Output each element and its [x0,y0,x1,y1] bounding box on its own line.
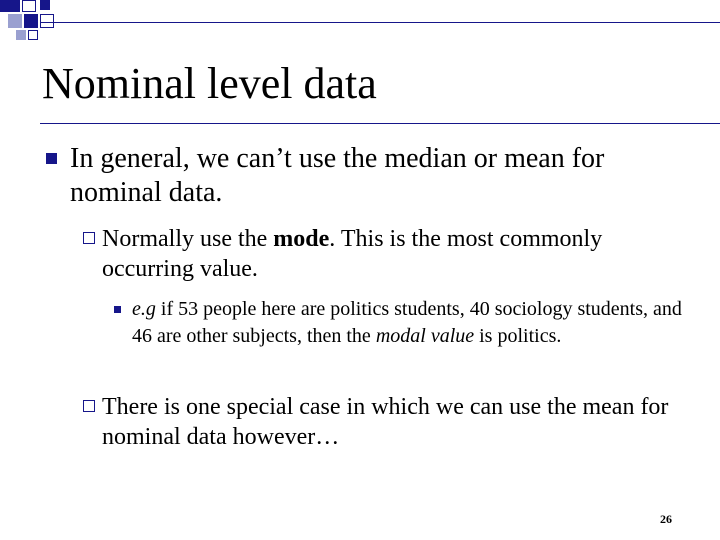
bullet-level1 [70,142,670,210]
top-rule [40,22,720,23]
deco-square [22,0,36,12]
deco-square [24,14,38,28]
bullet-text: . This is the most commonly occurring value. [102,226,603,282]
bold-term: mode [273,226,330,252]
deco-square [40,0,50,10]
bullet-text: if 53 people here are politics students, 40 sociology students, and 46 are other subjects, then the [132,298,682,347]
bullet-level3-example [132,296,692,350]
deco-square [8,14,22,28]
bullet-text: Normally use the [102,226,274,252]
deco-square [40,14,54,28]
bullet-text: In general, we can’t use the median or mean for nominal data. [70,143,605,208]
title-underline [40,123,720,124]
deco-square [0,0,20,12]
example-lead: e.g [132,298,156,320]
page-number: 26 [660,512,672,526]
bullet-level2-special-case [102,392,692,452]
hollow-square-bullet-icon [83,232,95,244]
deco-square [28,30,38,40]
emphasis-term: modal value [375,325,475,347]
decorative-squares [0,0,720,50]
bullet-text: There is one special case in which we can use the mean for nominal data however… [102,394,669,450]
square-bullet-icon [114,306,121,313]
bullet-level2-mode [102,224,692,284]
deco-square [16,30,26,40]
slide-title: Nominal level data [42,59,377,108]
hollow-square-bullet-icon [83,400,95,412]
bullet-text: is politics. [474,325,562,347]
square-bullet-icon [46,153,57,164]
